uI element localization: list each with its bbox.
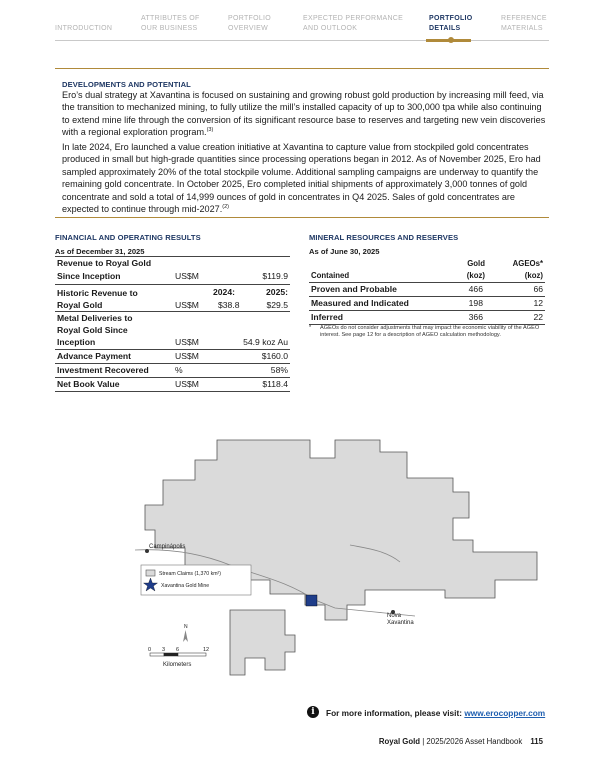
section-divider-2 [55,217,549,218]
scale-tick-3: 3 [162,647,166,653]
table-row: Investment Recovered % 58% [55,364,290,378]
legend-claims-swatch [146,570,155,576]
scale-tick-12: 12 [203,647,210,653]
north-label: N [184,624,188,630]
north-arrow-icon [183,630,188,642]
nav-tab-portfolio-details[interactable]: PORTFOLIO DETAILS [429,15,473,32]
nav-tab-portfolio-overview[interactable]: PORTFOLIO OVERVIEW [228,15,272,32]
scale-tick-6: 6 [176,647,180,653]
legend-mine-label: Xavantina Gold Mine [161,583,210,589]
section-divider [55,68,549,69]
more-info: For more information, please visit: www.erocopper.com [326,708,546,718]
financial-as-of: As of December 31, 2025 [55,247,145,256]
erocopper-link[interactable]: www.erocopper.com [464,708,546,718]
reserves-table [309,258,545,325]
table-row: Revenue to Royal Gold Since Inception US$M $119.9 [55,256,290,285]
table-row: Inferred 366 22 [309,311,545,325]
stream-claims-map [135,430,545,690]
table-row: Proven and Probable 466 66 [309,283,545,297]
mine-location-box [306,595,317,606]
stream-claims-south [230,610,295,675]
table-row: Metal Deliveries to Royal Gold Since Inception US$M 54.9 koz Au [55,312,290,350]
map-graphic [135,430,545,690]
town-nova-xavantina-1: Nova [387,613,402,619]
scale-bar-seg [150,653,164,656]
financial-title: FINANCIAL AND OPERATING RESULTS [55,233,201,242]
page-number: 115 [530,737,543,746]
scale-unit: Kilometers [163,662,192,668]
table-row: Advance Payment US$M $160.0 [55,350,290,364]
developments-paragraph-2: In late 2024, Ero launched a value creation initiative at Xavantina to capture value from stockpiled gold concentrates produced in small but high-grade quantities since processing operations began in 2012. As of November 2025, Ero had sampled approximately 20% of the total stockpile volume. Additional sampling campaigns are underway to quantify the remaining gold concentrate. In October 2025, Ero completed initial shipments of approximately 3,000 tonnes of gold concentrate and sold a total of 14,999 ounces of gold in concentrates in Q4 2025. Sales of gold concentrates are expected to continue through mid-2027.$^{(2)}$ [62,142,541,215]
town-campinapolis: Campinápolis [149,544,186,550]
town-nova-xavantina-2: Xavantina [387,620,414,626]
nav-tab-introduction[interactable]: INTRODUCTION [55,25,113,32]
ageo-footnote: * AGEOs do not consider adjustments that may impact the economic viability of the AGEO interest. See page 12 for a description of AGEO calculation methodology. [309,325,540,339]
developments-title: DEVELOPMENTS AND POTENTIAL [62,80,191,89]
nav-tab-expected-performance[interactable]: EXPECTED PERFORMANCE AND OUTLOOK [303,15,404,32]
developments-paragraph-1: Ero’s dual strategy at Xavantina is focused on sustaining and growing robust gold production by increasing mill feed, via the transition to mechanized mining, to fully utilize the mill’s installed capacity of up to 300,000 tpa while also continuing to extend mine life through the conversion of its significant resource base to reserves and targeting new vein discoveries with a regional exploration program.$^{(3)}$ [62,90,546,138]
map-legend [141,565,251,595]
nav-tab-attributes[interactable]: ATTRIBUTES OF OUR BUSINESS [141,15,200,32]
info-icon: i [307,706,319,718]
table-header: Contained Gold (koz) AGEOs* (koz) [309,258,545,283]
scale-bar-seg [178,653,206,656]
scale-tick-0: 0 [148,647,152,653]
nav-divider [55,40,549,41]
table-row: Measured and Indicated 198 12 [309,297,545,311]
table-row: Historic Revenue to Royal Gold 2024: 2025: US$M $38.8 $29.5 [57,287,288,310]
table-row: Net Book Value US$M $118.4 [55,378,290,392]
reserves-title: MINERAL RESOURCES AND RESERVES [309,233,459,242]
page-footer: Royal Gold | 2025/2026 Asset Handbook 115 [378,737,543,746]
nav-active-dot [448,37,454,43]
legend-claims-label: Stream Claims (1,370 km²) [159,571,221,577]
scale-bar-seg [164,653,178,656]
financial-table [55,256,290,392]
nav-tab-reference-materials[interactable]: REFERENCE MATERIALS [501,15,547,32]
reserves-as-of: As of June 30, 2025 [309,247,380,256]
